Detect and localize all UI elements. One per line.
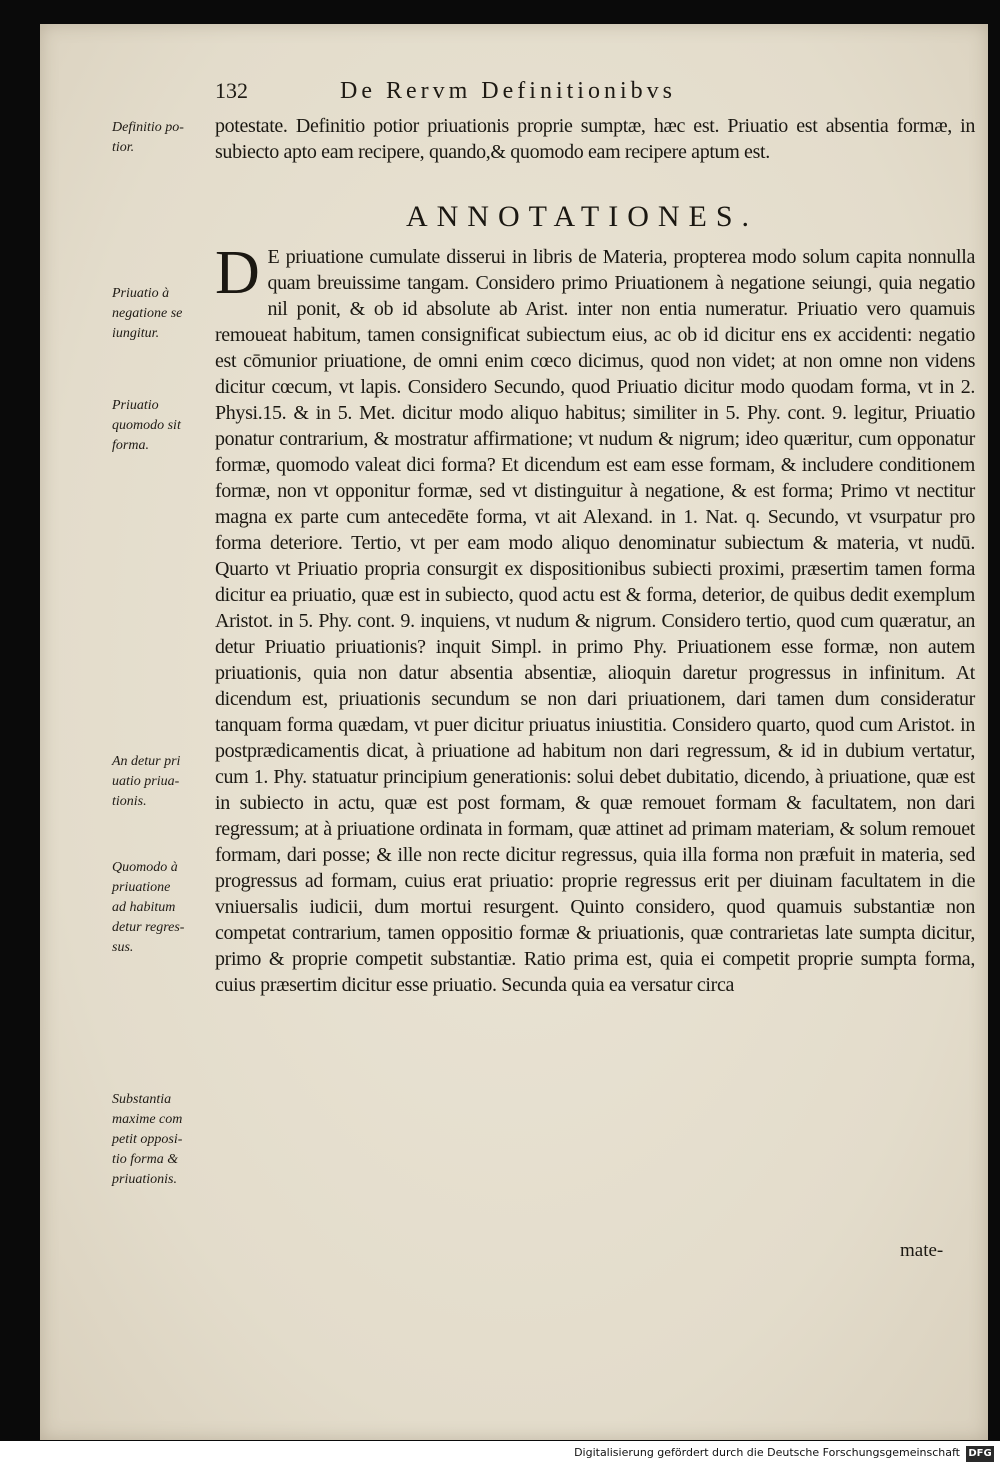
- margin-note: An detur pri uatio priua- tionis.: [112, 754, 181, 809]
- margin-note: Substantia maxime com petit opposi- tio forma & priuationis.: [112, 1092, 183, 1187]
- margin-note: Priuatio quomodo sit forma.: [112, 398, 181, 453]
- margin-note: Quomodo à priuatione ad habitum detur regres- sus.: [112, 860, 185, 955]
- catchword: mate-: [900, 1240, 944, 1261]
- running-title: De Rervm Definitionibvs: [340, 78, 676, 104]
- footer-credit: Digitalisierung gefördert durch die Deutsche Forschungsgemeinschaft: [574, 1446, 960, 1459]
- annotations-body: [215, 239, 975, 998]
- dfg-logo-icon: DFG: [966, 1446, 994, 1462]
- margin-note: Definitio po- tior.: [112, 120, 184, 155]
- intro-paragraph: potestate. Definitio potior priuationis proprie sumptæ, hæc est. Priuatio est absentia formæ, in subiecto apto eam recipere, quando,& quomodo eam recipere aptum est.: [215, 115, 975, 163]
- page-header: [215, 78, 875, 108]
- margin-note: Priuatio à negatione se iungitur.: [112, 286, 183, 341]
- page-number: 132: [215, 78, 248, 103]
- body-paragraph: E priuatione cumulate disserui in libris de Materia, propterea modo solum capita nonnulla quam breuissime tangam. Considero primo Priuationem à negatione seiungi, quia negatio nil ponit, & ob id absolute ab Arist. inter non entia numeratur. Priuatio vero quamuis remoueat habitum, tamen consignificat subiectum eius, ac ob id dicitur ens ex accidenti: negatio est cōmunior priuatione, de omni enim cœco dicimus, quod non videt; at non omne non videns dicitur cœcum, vt lapis. Considero Secundo, quod Priuatio dicitur modo quodam forma, vt in 2. Physi.15. & in 5. Met. dicitur modo aliquo habitus; similiter in 5. Phy. cont. 9. legitur, Priuatio ponatur contrarium, & mostratur affirmatione; vt nudum & nigrum; ideo quæritur, cum opponatur formæ, quomodo valeat dici forma? Et dicendum est eam esse formam, & includere conditionem formæ, non vt opponitur formæ, sed vt distinguitur à negatione, & est forma; Primo vt nectitur magna ex parte cum antecedēte forma, vt ait Alexand. in 1. Nat. q. Secundo, vt vsurpatur pro forma deteriore. Tertio, vt per eam modo aliquo denominatur subiectum & materia, vt nudū. Quarto vt Priuatio propria consurgit ex dispositionibus subiecti proximi, præsertim tamen forma dicitur ea priuatio, quæ est in subiecto, quod actu est & forma, deterior, de quibus dedit exemplum Aristot. in 5. Phy. cont. 9. inquiens, vt nudum & nigrum. Considero tertio, quod cum quæratur, an detur Priuatio priuationis? inquit Simpl. in primo Phy. Priuationem esse formæ, non autem priuationis, quia non datur absentia absentiæ, alioquin daretur progressus in infinitum. At dicendum est, priuationis secundum se non dari priuationem, dari tamen dum consideratur tanquam forma quædam, vt puer dicitur priuatus iniustitia. Considero quarto, quod cum Aristot. in postprædicamentis dicat, à priuatione ad habitum non dari regressum, & id in dubium vertatur, cum 1. Phy. statuatur principium generationis: solui debet dubitatio, dicendo, à priuatione, quæ est in subiecto in actu, quæ est post formam, & quæ remouet formam & facultatem, non dari regressum; at à priuatione ordinata in formam, quæ attinet ad primam materiam, & solum remouet formam, dari posse; & ille non recte dicitur regressus, quia illa forma non præfuit in materia, sed progressus ad formam, cuius erat priuatio: proprie regressus erit per diuinam facultatem in die vniuersalis iudicii, dum mortui resurgent. Quinto considero, quod quamuis substantiæ non competat contrarium, tamen oppositio formæ & priuationis, quæ contrarietas late sumpta dicitur, primo & proprie competit substantiæ. Ratio prima est, quia ei competit proprie sumpta forma, cuius præsertim dicitur esse priuatio. Secunda quia ea versatur circa: [215, 246, 975, 996]
- drop-initial: D: [215, 239, 260, 307]
- section-heading: ANNOTATIONES.: [405, 200, 759, 233]
- footer-bar: [0, 1441, 1000, 1468]
